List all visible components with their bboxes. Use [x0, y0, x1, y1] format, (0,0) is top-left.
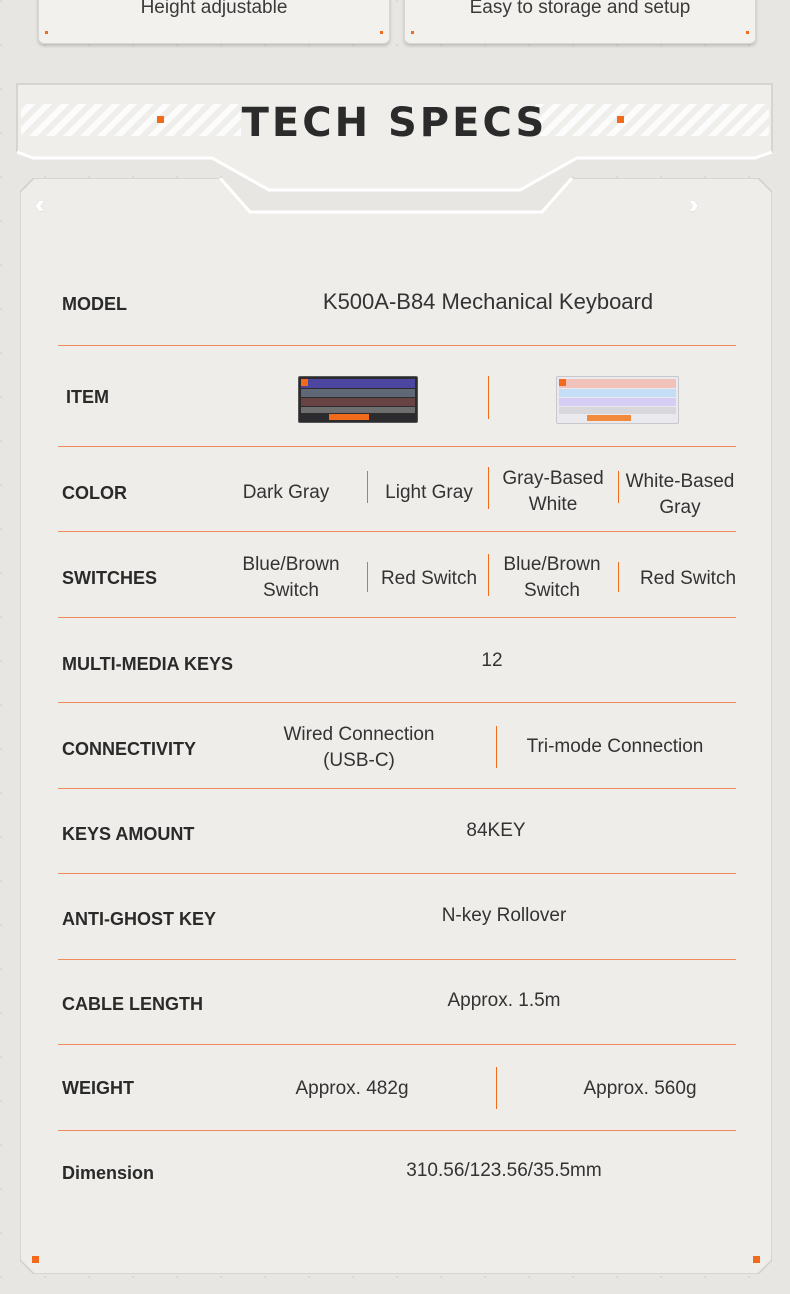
spec-value: Red Switch [380, 568, 478, 589]
feature-card-height [38, 0, 390, 44]
spec-row-multimedia [58, 618, 736, 703]
column-divider [496, 1067, 497, 1109]
spec-row-cable [58, 960, 736, 1045]
spec-value: 12 [481, 650, 503, 671]
spec-label: MODEL [62, 294, 127, 314]
spec-row-model [58, 260, 736, 346]
section-title: TECH SPECS [241, 100, 548, 146]
column-divider [496, 726, 497, 768]
corner-dot [746, 31, 749, 34]
spec-value: Blue/Brown Switch [503, 554, 601, 601]
spec-value: Gray-Based White [502, 468, 604, 515]
spec-row-switches [58, 532, 736, 618]
column-divider [618, 471, 619, 503]
spec-row-antighost [58, 874, 736, 960]
spec-row-keys [58, 789, 736, 874]
spec-label: ANTI-GHOST KEY [62, 909, 217, 929]
column-divider [367, 471, 368, 503]
spec-value: Approx. 560g [583, 1078, 697, 1099]
accent-square [157, 116, 164, 123]
column-divider [488, 467, 489, 509]
spec-row-color [58, 447, 736, 532]
spec-value: Approx. 1.5m [447, 990, 561, 1011]
corner-dot [380, 31, 383, 34]
spec-value: K500A-B84 Mechanical Keyboard [322, 289, 654, 314]
accent-square [617, 116, 624, 123]
spec-label: CONNECTIVITY [62, 739, 197, 759]
spec-label: ITEM [66, 387, 109, 407]
spec-value: Approx. 482g [295, 1078, 409, 1099]
spec-value: Tri-mode Connection [526, 736, 704, 757]
spec-row-dimension [58, 1131, 736, 1211]
dark-gray-keyboard-image [298, 376, 418, 423]
column-divider [618, 562, 619, 592]
spec-value: N-key Rollover [441, 905, 567, 926]
column-divider [488, 554, 489, 596]
spec-value: Red Switch [639, 568, 737, 589]
spec-row-connectivity [58, 703, 736, 789]
spec-row-item [58, 346, 736, 447]
tech-specs-banner [15, 82, 774, 192]
spec-label: KEYS AMOUNT [62, 824, 195, 844]
spec-value: Light Gray [385, 482, 473, 503]
spec-value: White-Based Gray [625, 471, 735, 518]
feature-card-storage [404, 0, 756, 44]
spec-value: 310.56/123.56/35.5mm [406, 1160, 602, 1181]
feature-caption: Easy to storage and setup [469, 0, 691, 18]
corner-dot [411, 31, 414, 34]
spec-label: MULTI-MEDIA KEYS [62, 654, 233, 674]
spec-label: COLOR [62, 483, 127, 503]
accent-square [32, 1256, 39, 1263]
corner-dot [45, 31, 48, 34]
spec-row-weight [58, 1045, 736, 1131]
spec-value: Dark Gray [242, 482, 330, 503]
white-rgb-keyboard-image [556, 376, 679, 424]
spec-label: SWITCHES [62, 568, 158, 588]
feature-caption: Height adjustable [140, 0, 288, 18]
spec-value: Wired Connection (USB-C) [283, 724, 435, 771]
column-divider [367, 562, 368, 592]
spec-value: 84KEY [466, 820, 526, 841]
spec-label: WEIGHT [62, 1078, 134, 1098]
spec-label: Dimension [62, 1163, 155, 1183]
accent-square [753, 1256, 760, 1263]
column-divider [488, 376, 489, 419]
spec-value: Blue/Brown Switch [242, 554, 340, 601]
spec-label: CABLE LENGTH [62, 994, 203, 1014]
